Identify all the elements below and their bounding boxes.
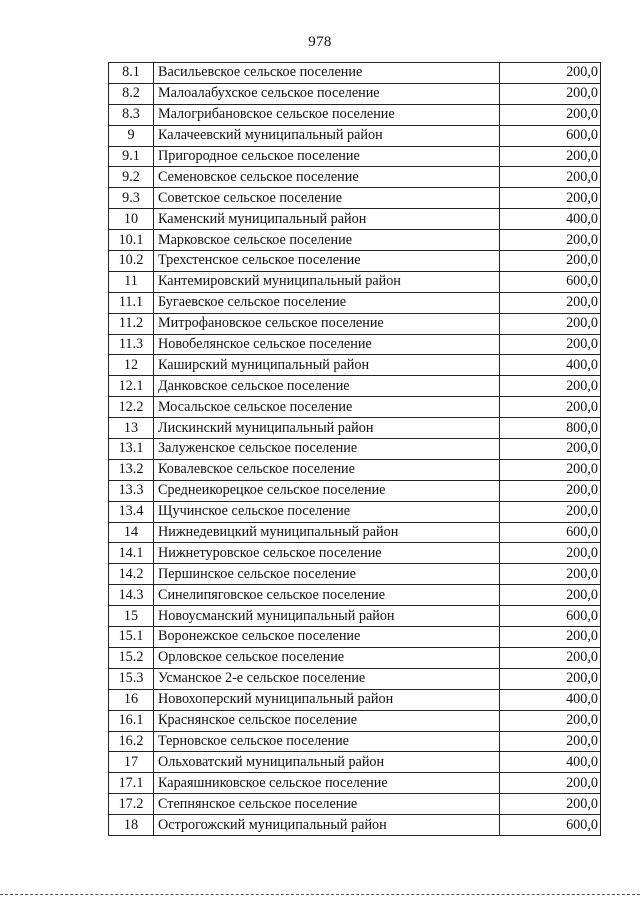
allocation-amount: 200,0 [500,501,601,522]
municipality-name: Щучинское сельское поселение [154,501,500,522]
table-row [109,501,601,522]
row-number: 10.1 [109,230,154,251]
row-number: 8.2 [109,83,154,104]
table-row [109,606,601,627]
table-row [109,480,601,501]
municipality-name: Степнянское сельское поселение [154,794,500,815]
allocation-amount: 400,0 [500,209,601,230]
allocation-amount: 200,0 [500,585,601,606]
allocation-amount: 200,0 [500,710,601,731]
allocation-amount: 200,0 [500,439,601,460]
allocation-amount: 200,0 [500,230,601,251]
table-row [109,647,601,668]
table-row [109,83,601,104]
municipality-name: Краснянское сельское поселение [154,710,500,731]
municipality-name: Усманское 2-е сельское поселение [154,668,500,689]
row-number: 13.2 [109,459,154,480]
municipality-name: Малогрибановское сельское поселение [154,104,500,125]
row-number: 11.2 [109,313,154,334]
row-number: 8.3 [109,104,154,125]
row-number: 12 [109,355,154,376]
table-row [109,313,601,334]
row-number: 13.1 [109,439,154,460]
municipality-name: Калачеевский муниципальный район [154,125,500,146]
row-number: 14 [109,522,154,543]
row-number: 8.1 [109,63,154,84]
page-bottom-rule [0,894,640,895]
municipality-name: Караяшниковское сельское поселение [154,773,500,794]
municipality-name: Митрофановское сельское поселение [154,313,500,334]
allocation-amount: 200,0 [500,564,601,585]
table-row [109,668,601,689]
row-number: 15 [109,606,154,627]
municipality-name: Пригородное сельское поселение [154,146,500,167]
municipality-name: Першинское сельское поселение [154,564,500,585]
table-row [109,376,601,397]
allocation-amount: 400,0 [500,355,601,376]
row-number: 14.2 [109,564,154,585]
municipality-name: Данковское сельское поселение [154,376,500,397]
municipality-name: Марковское сельское поселение [154,230,500,251]
allocation-amount: 200,0 [500,773,601,794]
municipality-name: Терновское сельское поселение [154,731,500,752]
municipality-name: Воронежское сельское поселение [154,627,500,648]
table-row [109,585,601,606]
table-row [109,355,601,376]
allocation-amount: 200,0 [500,63,601,84]
municipality-name: Нижнетуровское сельское поселение [154,543,500,564]
municipality-name: Семеновское сельское поселение [154,167,500,188]
table-row [109,815,601,836]
table-row [109,689,601,710]
allocation-amount: 200,0 [500,668,601,689]
table-row [109,146,601,167]
table-body [109,63,601,836]
table-row [109,710,601,731]
municipality-name: Каменский муниципальный район [154,209,500,230]
table-row [109,230,601,251]
page-number: 978 [308,34,332,50]
table-row [109,63,601,84]
municipality-name: Орловское сельское поселение [154,647,500,668]
allocation-amount: 200,0 [500,459,601,480]
table-row [109,125,601,146]
table-row [109,459,601,480]
municipality-name: Залуженское сельское поселение [154,439,500,460]
row-number: 13.4 [109,501,154,522]
row-number: 17 [109,752,154,773]
table-row [109,292,601,313]
row-number: 10 [109,209,154,230]
municipality-name: Васильевское сельское поселение [154,63,500,84]
table-row [109,418,601,439]
allocation-amount: 200,0 [500,731,601,752]
allocation-amount: 200,0 [500,647,601,668]
table-row [109,271,601,292]
allocation-amount: 400,0 [500,689,601,710]
table-row [109,167,601,188]
row-number: 11.1 [109,292,154,313]
municipality-name: Трехстенское сельское поселение [154,251,500,272]
allocation-amount: 200,0 [500,251,601,272]
allocation-amount: 600,0 [500,522,601,543]
table-row [109,188,601,209]
row-number: 17.2 [109,794,154,815]
row-number: 12.1 [109,376,154,397]
row-number: 14.1 [109,543,154,564]
municipality-name: Мосальское сельское поселение [154,397,500,418]
row-number: 18 [109,815,154,836]
row-number: 15.3 [109,668,154,689]
row-number: 16.1 [109,710,154,731]
allocation-table [108,62,601,836]
table-row [109,794,601,815]
municipality-name: Малоалабухское сельское поселение [154,83,500,104]
allocation-amount: 200,0 [500,334,601,355]
row-number: 9.3 [109,188,154,209]
municipality-name: Лискинский муниципальный район [154,418,500,439]
allocation-amount: 600,0 [500,271,601,292]
municipality-name: Новохоперский муниципальный район [154,689,500,710]
table-row [109,439,601,460]
allocation-amount: 200,0 [500,83,601,104]
table-row [109,564,601,585]
allocation-amount: 200,0 [500,292,601,313]
row-number: 13 [109,418,154,439]
row-number: 12.2 [109,397,154,418]
allocation-amount: 400,0 [500,752,601,773]
table-row [109,543,601,564]
table-row [109,731,601,752]
allocation-amount: 200,0 [500,104,601,125]
table-row [109,627,601,648]
table-row [109,752,601,773]
row-number: 15.1 [109,627,154,648]
table-row [109,209,601,230]
municipality-name: Ольховатский муниципальный район [154,752,500,773]
table-row [109,251,601,272]
allocation-amount: 200,0 [500,794,601,815]
allocation-amount: 200,0 [500,188,601,209]
allocation-amount: 600,0 [500,606,601,627]
municipality-name: Каширский муниципальный район [154,355,500,376]
row-number: 16.2 [109,731,154,752]
municipality-name: Бугаевское сельское поселение [154,292,500,313]
allocation-amount: 600,0 [500,815,601,836]
table-row [109,773,601,794]
table-row [109,397,601,418]
allocation-amount: 600,0 [500,125,601,146]
municipality-name: Новобелянское сельское поселение [154,334,500,355]
allocation-amount: 200,0 [500,543,601,564]
allocation-amount: 800,0 [500,418,601,439]
allocation-amount: 200,0 [500,376,601,397]
allocation-amount: 200,0 [500,397,601,418]
row-number: 16 [109,689,154,710]
row-number: 9.2 [109,167,154,188]
municipality-name: Кантемировский муниципальный район [154,271,500,292]
allocation-amount: 200,0 [500,146,601,167]
table-row [109,104,601,125]
row-number: 17.1 [109,773,154,794]
municipality-name: Новоусманский муниципальный район [154,606,500,627]
municipality-name: Ковалевское сельское поселение [154,459,500,480]
municipality-name: Среднеикорецкое сельское поселение [154,480,500,501]
row-number: 9.1 [109,146,154,167]
row-number: 13.3 [109,480,154,501]
row-number: 10.2 [109,251,154,272]
allocation-amount: 200,0 [500,313,601,334]
municipality-name: Советское сельское поселение [154,188,500,209]
allocation-amount: 200,0 [500,480,601,501]
row-number: 9 [109,125,154,146]
table-row [109,522,601,543]
table-row [109,334,601,355]
row-number: 11.3 [109,334,154,355]
row-number: 11 [109,271,154,292]
municipality-name: Нижнедевицкий муниципальный район [154,522,500,543]
row-number: 15.2 [109,647,154,668]
allocation-amount: 200,0 [500,167,601,188]
allocation-amount: 200,0 [500,627,601,648]
municipality-name: Синелипяговское сельское поселение [154,585,500,606]
municipality-name: Острогожский муниципальный район [154,815,500,836]
row-number: 14.3 [109,585,154,606]
